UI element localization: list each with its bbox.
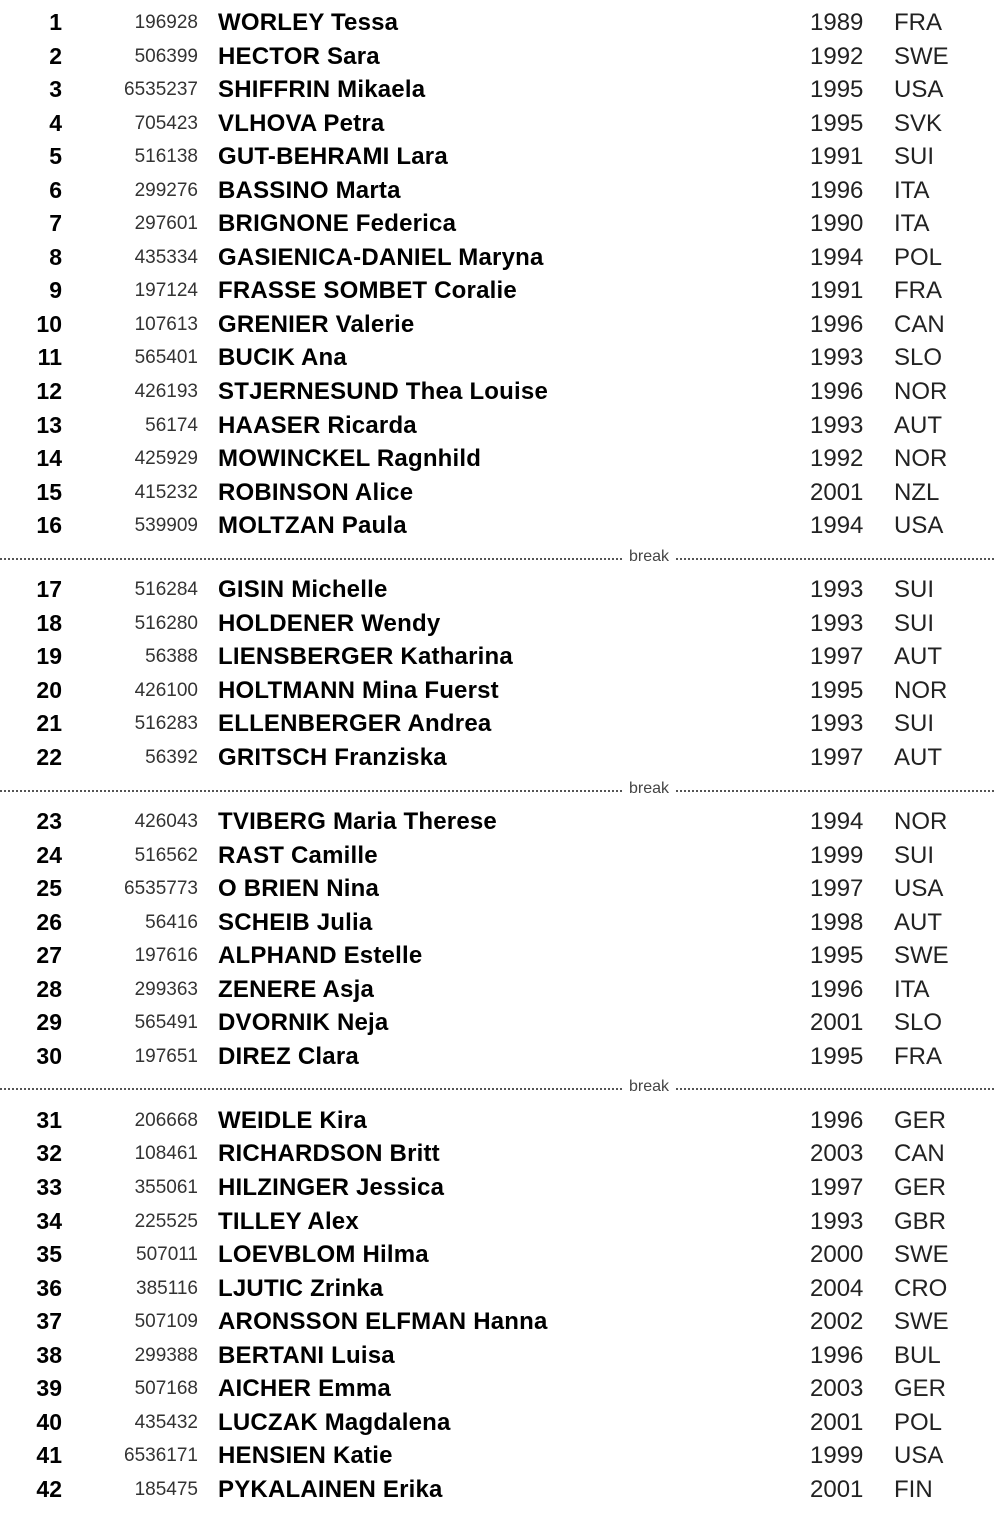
fis-code: 355061 xyxy=(134,1177,198,1198)
birth-year: 1998 xyxy=(810,908,864,936)
nation-code: NOR xyxy=(894,676,948,704)
table-row xyxy=(0,207,994,241)
nation-code: SLO xyxy=(894,344,943,372)
nation-code: USA xyxy=(894,512,944,540)
table-row xyxy=(0,476,994,510)
fis-code: 415232 xyxy=(134,481,198,503)
birth-year: 2001 xyxy=(810,1408,864,1436)
fis-code: 539909 xyxy=(134,515,198,537)
table-row xyxy=(0,1040,994,1074)
bib-number: 9 xyxy=(49,277,62,304)
bib-number: 28 xyxy=(36,975,62,1002)
birth-year: 2001 xyxy=(810,1009,864,1037)
fis-code: 6535237 xyxy=(124,79,198,101)
nation-code: USA xyxy=(894,76,944,104)
table-row xyxy=(0,1205,994,1239)
nation-code: NZL xyxy=(894,478,940,506)
athlete-name: GUT-BEHRAMI Lara xyxy=(218,143,448,171)
bib-number: 13 xyxy=(36,411,62,438)
table-row xyxy=(0,509,994,543)
bib-number: 20 xyxy=(36,676,62,703)
athlete-name: TVIBERG Maria Therese xyxy=(218,808,497,836)
table-row xyxy=(0,973,994,1007)
nation-code: NOR xyxy=(894,808,948,836)
athlete-name: LOEVBLOM Hilma xyxy=(218,1241,429,1269)
fis-code: 299363 xyxy=(134,978,198,1000)
nation-code: NOR xyxy=(894,445,948,473)
fis-code: 385116 xyxy=(136,1277,198,1299)
nation-code: GER xyxy=(894,1375,947,1403)
athlete-name: MOWINCKEL Ragnhild xyxy=(218,445,482,473)
bib-number: 3 xyxy=(49,76,62,103)
birth-year: 1999 xyxy=(810,841,864,869)
nation-code: NOR xyxy=(894,378,948,406)
athlete-name: ZENERE Asja xyxy=(218,975,375,1003)
athlete-name: AICHER Emma xyxy=(218,1375,391,1403)
bib-number: 17 xyxy=(36,576,62,603)
athlete-name: STJERNESUND Thea Louise xyxy=(218,378,548,406)
birth-year: 1997 xyxy=(810,1174,864,1201)
fis-code: 507168 xyxy=(134,1378,198,1400)
fis-code: 507011 xyxy=(136,1244,198,1266)
nation-code: GER xyxy=(894,1106,947,1134)
dotted-divider xyxy=(0,558,994,560)
birth-year: 2004 xyxy=(810,1274,864,1302)
fis-code: 6535773 xyxy=(124,878,198,900)
nation-code: ITA xyxy=(894,975,930,1003)
birth-year: 1995 xyxy=(810,942,864,970)
table-row xyxy=(0,107,994,141)
bib-number: 10 xyxy=(36,310,62,337)
bib-number: 12 xyxy=(36,378,62,405)
fis-code: 435334 xyxy=(134,246,198,268)
bib-number: 18 xyxy=(36,609,62,636)
athlete-name: LIENSBERGER Katharina xyxy=(218,643,513,671)
table-row xyxy=(0,674,994,708)
bib-number: 7 xyxy=(49,210,62,237)
birth-year: 1996 xyxy=(810,378,864,406)
table-row xyxy=(0,140,994,174)
fis-code: 435432 xyxy=(134,1411,198,1433)
fis-code: 56388 xyxy=(145,646,198,668)
birth-year: 1996 xyxy=(810,1341,864,1369)
bib-number: 5 xyxy=(49,143,62,170)
birth-year: 1993 xyxy=(810,576,864,604)
bib-number: 11 xyxy=(37,344,62,371)
birth-year: 1991 xyxy=(810,143,864,171)
fis-code: 516138 xyxy=(134,146,198,168)
birth-year: 2003 xyxy=(810,1375,864,1403)
birth-year: 1997 xyxy=(810,643,864,671)
table-row xyxy=(0,241,994,275)
athlete-name: DVORNIK Neja xyxy=(218,1009,389,1037)
bib-number: 8 xyxy=(49,243,62,270)
table-row xyxy=(0,341,994,375)
fis-code: 516562 xyxy=(134,844,198,866)
bib-number: 2 xyxy=(49,42,62,69)
bib-number: 41 xyxy=(36,1442,62,1469)
nation-code: POL xyxy=(894,243,943,271)
birth-year: 2001 xyxy=(810,478,864,506)
nation-code: SWE xyxy=(894,1241,949,1269)
table-row xyxy=(0,707,994,741)
nation-code: GER xyxy=(894,1174,947,1201)
birth-year: 1995 xyxy=(810,676,864,704)
nation-code: SUI xyxy=(894,143,935,171)
birth-year: 1992 xyxy=(810,445,864,473)
nation-code: SWE xyxy=(894,1308,949,1336)
table-row xyxy=(0,308,994,342)
nation-code: CAN xyxy=(894,1140,945,1168)
nation-code: AUT xyxy=(894,908,942,936)
athlete-name: HECTOR Sara xyxy=(218,42,380,70)
nation-code: GBR xyxy=(894,1207,947,1235)
bib-number: 15 xyxy=(36,478,62,505)
table-row xyxy=(0,1339,994,1373)
bib-number: 40 xyxy=(36,1408,62,1435)
bib-number: 39 xyxy=(36,1375,62,1402)
fis-code: 107613 xyxy=(134,313,198,335)
fis-code: 299388 xyxy=(134,1344,198,1366)
nation-code: USA xyxy=(894,875,944,903)
athlete-name: HAASER Ricarda xyxy=(218,411,417,439)
fis-code: 196928 xyxy=(134,12,198,33)
athlete-name: BERTANI Luisa xyxy=(218,1341,395,1369)
table-row xyxy=(0,1171,994,1205)
athlete-name: RAST Camille xyxy=(218,841,378,869)
birth-year: 1993 xyxy=(810,710,864,738)
fis-code: 705423 xyxy=(134,112,198,134)
birth-year: 1994 xyxy=(810,243,864,271)
bib-number: 29 xyxy=(36,1009,62,1036)
fis-code: 56174 xyxy=(145,414,198,436)
nation-code: FRA xyxy=(894,9,942,36)
nation-code: SWE xyxy=(894,942,949,970)
break-separator xyxy=(0,543,994,574)
bib-number: 35 xyxy=(36,1241,62,1268)
bib-number: 4 xyxy=(49,109,62,136)
table-row xyxy=(0,1439,994,1473)
athlete-name: TILLEY Alex xyxy=(218,1207,359,1235)
bib-number: 14 xyxy=(36,445,62,472)
bib-number: 24 xyxy=(36,841,62,868)
birth-year: 1992 xyxy=(810,42,864,70)
table-row xyxy=(0,40,994,74)
birth-year: 2001 xyxy=(810,1475,864,1503)
fis-code: 516284 xyxy=(134,579,198,601)
fis-code: 507109 xyxy=(134,1311,198,1333)
birth-year: 1996 xyxy=(810,1106,864,1134)
birth-year: 1991 xyxy=(810,277,864,305)
birth-year: 1995 xyxy=(810,1042,864,1070)
bib-number: 19 xyxy=(36,643,62,670)
birth-year: 1993 xyxy=(810,411,864,439)
nation-code: FRA xyxy=(894,1042,942,1070)
birth-year: 2000 xyxy=(810,1241,864,1269)
athlete-name: GASIENICA-DANIEL Maryna xyxy=(218,243,544,271)
bib-number: 30 xyxy=(36,1042,62,1069)
bib-number: 26 xyxy=(36,908,62,935)
nation-code: ITA xyxy=(894,210,930,238)
nation-code: USA xyxy=(894,1442,944,1470)
fis-code: 516280 xyxy=(134,612,198,634)
birth-year: 1994 xyxy=(810,808,864,836)
table-row xyxy=(0,274,994,308)
fis-code: 425929 xyxy=(134,448,198,470)
table-row xyxy=(0,1137,994,1171)
athlete-name: BRIGNONE Federica xyxy=(218,210,457,238)
bib-number: 38 xyxy=(36,1341,62,1368)
nation-code: SUI xyxy=(894,576,935,604)
fis-code: 426100 xyxy=(134,679,198,701)
table-row xyxy=(0,607,994,641)
fis-code: 297601 xyxy=(134,213,198,235)
athlete-name: PYKALAINEN Erika xyxy=(218,1475,443,1503)
athlete-name: RICHARDSON Britt xyxy=(218,1140,440,1168)
fis-code: 185475 xyxy=(134,1478,198,1500)
bib-number: 23 xyxy=(36,808,62,835)
athlete-name: FRASSE SOMBET Coralie xyxy=(218,277,517,305)
birth-year: 1995 xyxy=(810,76,864,104)
nation-code: AUT xyxy=(894,743,942,771)
fis-code: 206668 xyxy=(134,1109,198,1131)
bib-number: 6 xyxy=(49,176,62,203)
athlete-name: HOLTMANN Mina Fuerst xyxy=(218,676,499,704)
birth-year: 1993 xyxy=(810,344,864,372)
table-row xyxy=(0,906,994,940)
athlete-name: ELLENBERGER Andrea xyxy=(218,710,492,738)
athlete-name: WORLEY Tessa xyxy=(218,9,399,36)
athlete-name: HILZINGER Jessica xyxy=(218,1174,445,1201)
table-row xyxy=(0,872,994,906)
nation-code: CAN xyxy=(894,310,945,338)
nation-code: SVK xyxy=(894,109,943,137)
birth-year: 1997 xyxy=(810,875,864,903)
bib-number: 36 xyxy=(36,1274,62,1301)
fis-code: 197124 xyxy=(134,280,198,302)
table-row xyxy=(0,839,994,873)
fis-code: 506399 xyxy=(134,45,198,67)
nation-code: AUT xyxy=(894,643,942,671)
athlete-name: HENSIEN Katie xyxy=(218,1442,393,1470)
fis-code: 299276 xyxy=(134,179,198,201)
birth-year: 1993 xyxy=(810,1207,864,1235)
break-separator xyxy=(0,775,994,806)
bib-number: 37 xyxy=(36,1308,62,1335)
nation-code: SWE xyxy=(894,42,949,70)
table-row xyxy=(0,1473,994,1507)
athlete-name: LJUTIC Zrinka xyxy=(218,1274,384,1302)
fis-code: 56392 xyxy=(145,746,198,768)
birth-year: 1995 xyxy=(810,109,864,137)
athlete-name: ARONSSON ELFMAN Hanna xyxy=(218,1308,548,1336)
nation-code: BUL xyxy=(894,1341,941,1369)
nation-code: SUI xyxy=(894,710,935,738)
fis-code: 108461 xyxy=(134,1143,198,1165)
break-label: break xyxy=(623,547,675,567)
fis-code: 426193 xyxy=(134,381,198,403)
athlete-name: SHIFFRIN Mikaela xyxy=(218,76,426,104)
birth-year: 1997 xyxy=(810,743,864,771)
bib-number: 27 xyxy=(36,942,62,969)
birth-year: 1994 xyxy=(810,512,864,540)
birth-year: 1989 xyxy=(810,9,864,36)
nation-code: CRO xyxy=(894,1274,948,1302)
bib-number: 33 xyxy=(36,1174,62,1200)
birth-year: 1996 xyxy=(810,310,864,338)
birth-year: 1996 xyxy=(810,176,864,204)
fis-code: 565491 xyxy=(134,1012,198,1034)
table-row xyxy=(0,73,994,107)
fis-code: 565401 xyxy=(134,347,198,369)
bib-number: 22 xyxy=(36,743,62,770)
athlete-name: O BRIEN Nina xyxy=(218,875,380,903)
table-row xyxy=(0,375,994,409)
bib-number: 16 xyxy=(36,512,62,539)
nation-code: ITA xyxy=(894,176,930,204)
bib-number: 32 xyxy=(36,1140,62,1167)
table-row xyxy=(0,442,994,476)
table-row xyxy=(0,1305,994,1339)
break-label: break xyxy=(623,1077,675,1097)
table-row xyxy=(0,805,994,839)
fis-code: 426043 xyxy=(134,811,198,833)
table-row xyxy=(0,573,994,607)
table-row xyxy=(0,6,994,40)
table-row xyxy=(0,174,994,208)
table-row xyxy=(0,409,994,443)
athlete-name: BUCIK Ana xyxy=(218,344,347,372)
fis-code: 197651 xyxy=(134,1045,198,1067)
break-label: break xyxy=(623,779,675,799)
athlete-name: SCHEIB Julia xyxy=(218,908,373,936)
fis-code: 225525 xyxy=(134,1210,198,1232)
athlete-name: HOLDENER Wendy xyxy=(218,609,441,637)
athlete-name: MOLTZAN Paula xyxy=(218,512,407,540)
bib-number: 1 xyxy=(49,9,62,35)
start-list xyxy=(0,6,994,1506)
athlete-name: GRENIER Valerie xyxy=(218,310,415,338)
table-row xyxy=(0,741,994,775)
athlete-name: DIREZ Clara xyxy=(218,1042,359,1070)
nation-code: FRA xyxy=(894,277,942,305)
table-row xyxy=(0,1406,994,1440)
nation-code: AUT xyxy=(894,411,942,439)
fis-code: 516283 xyxy=(134,713,198,735)
table-row xyxy=(0,1272,994,1306)
bib-number: 31 xyxy=(36,1106,62,1133)
table-row xyxy=(0,1104,994,1138)
birth-year: 2002 xyxy=(810,1308,864,1336)
birth-year: 1990 xyxy=(810,210,864,238)
bib-number: 25 xyxy=(36,875,62,902)
nation-code: SLO xyxy=(894,1009,943,1037)
athlete-name: GISIN Michelle xyxy=(218,576,388,604)
bib-number: 42 xyxy=(36,1475,62,1502)
table-row xyxy=(0,1238,994,1272)
birth-year: 2003 xyxy=(810,1140,864,1168)
athlete-name: VLHOVA Petra xyxy=(218,109,385,137)
birth-year: 1993 xyxy=(810,609,864,637)
bib-number: 34 xyxy=(36,1207,62,1234)
nation-code: FIN xyxy=(894,1475,933,1503)
fis-code: 56416 xyxy=(145,911,198,933)
nation-code: POL xyxy=(894,1408,943,1436)
break-separator xyxy=(0,1073,994,1104)
athlete-name: ALPHAND Estelle xyxy=(218,942,423,970)
athlete-name: WEIDLE Kira xyxy=(218,1106,367,1134)
athlete-name: GRITSCH Franziska xyxy=(218,743,447,771)
table-row xyxy=(0,1006,994,1040)
dotted-divider xyxy=(0,1088,994,1090)
athlete-name: LUCZAK Magdalena xyxy=(218,1408,451,1436)
dotted-divider xyxy=(0,790,994,792)
birth-year: 1999 xyxy=(810,1442,864,1470)
table-row xyxy=(0,939,994,973)
athlete-name: BASSINO Marta xyxy=(218,176,401,204)
bib-number: 21 xyxy=(36,710,62,737)
table-row xyxy=(0,640,994,674)
nation-code: SUI xyxy=(894,609,935,637)
athlete-name: ROBINSON Alice xyxy=(218,478,414,506)
fis-code: 197616 xyxy=(134,945,198,967)
nation-code: SUI xyxy=(894,841,935,869)
table-row xyxy=(0,1372,994,1406)
fis-code: 6536171 xyxy=(124,1445,198,1467)
birth-year: 1996 xyxy=(810,975,864,1003)
